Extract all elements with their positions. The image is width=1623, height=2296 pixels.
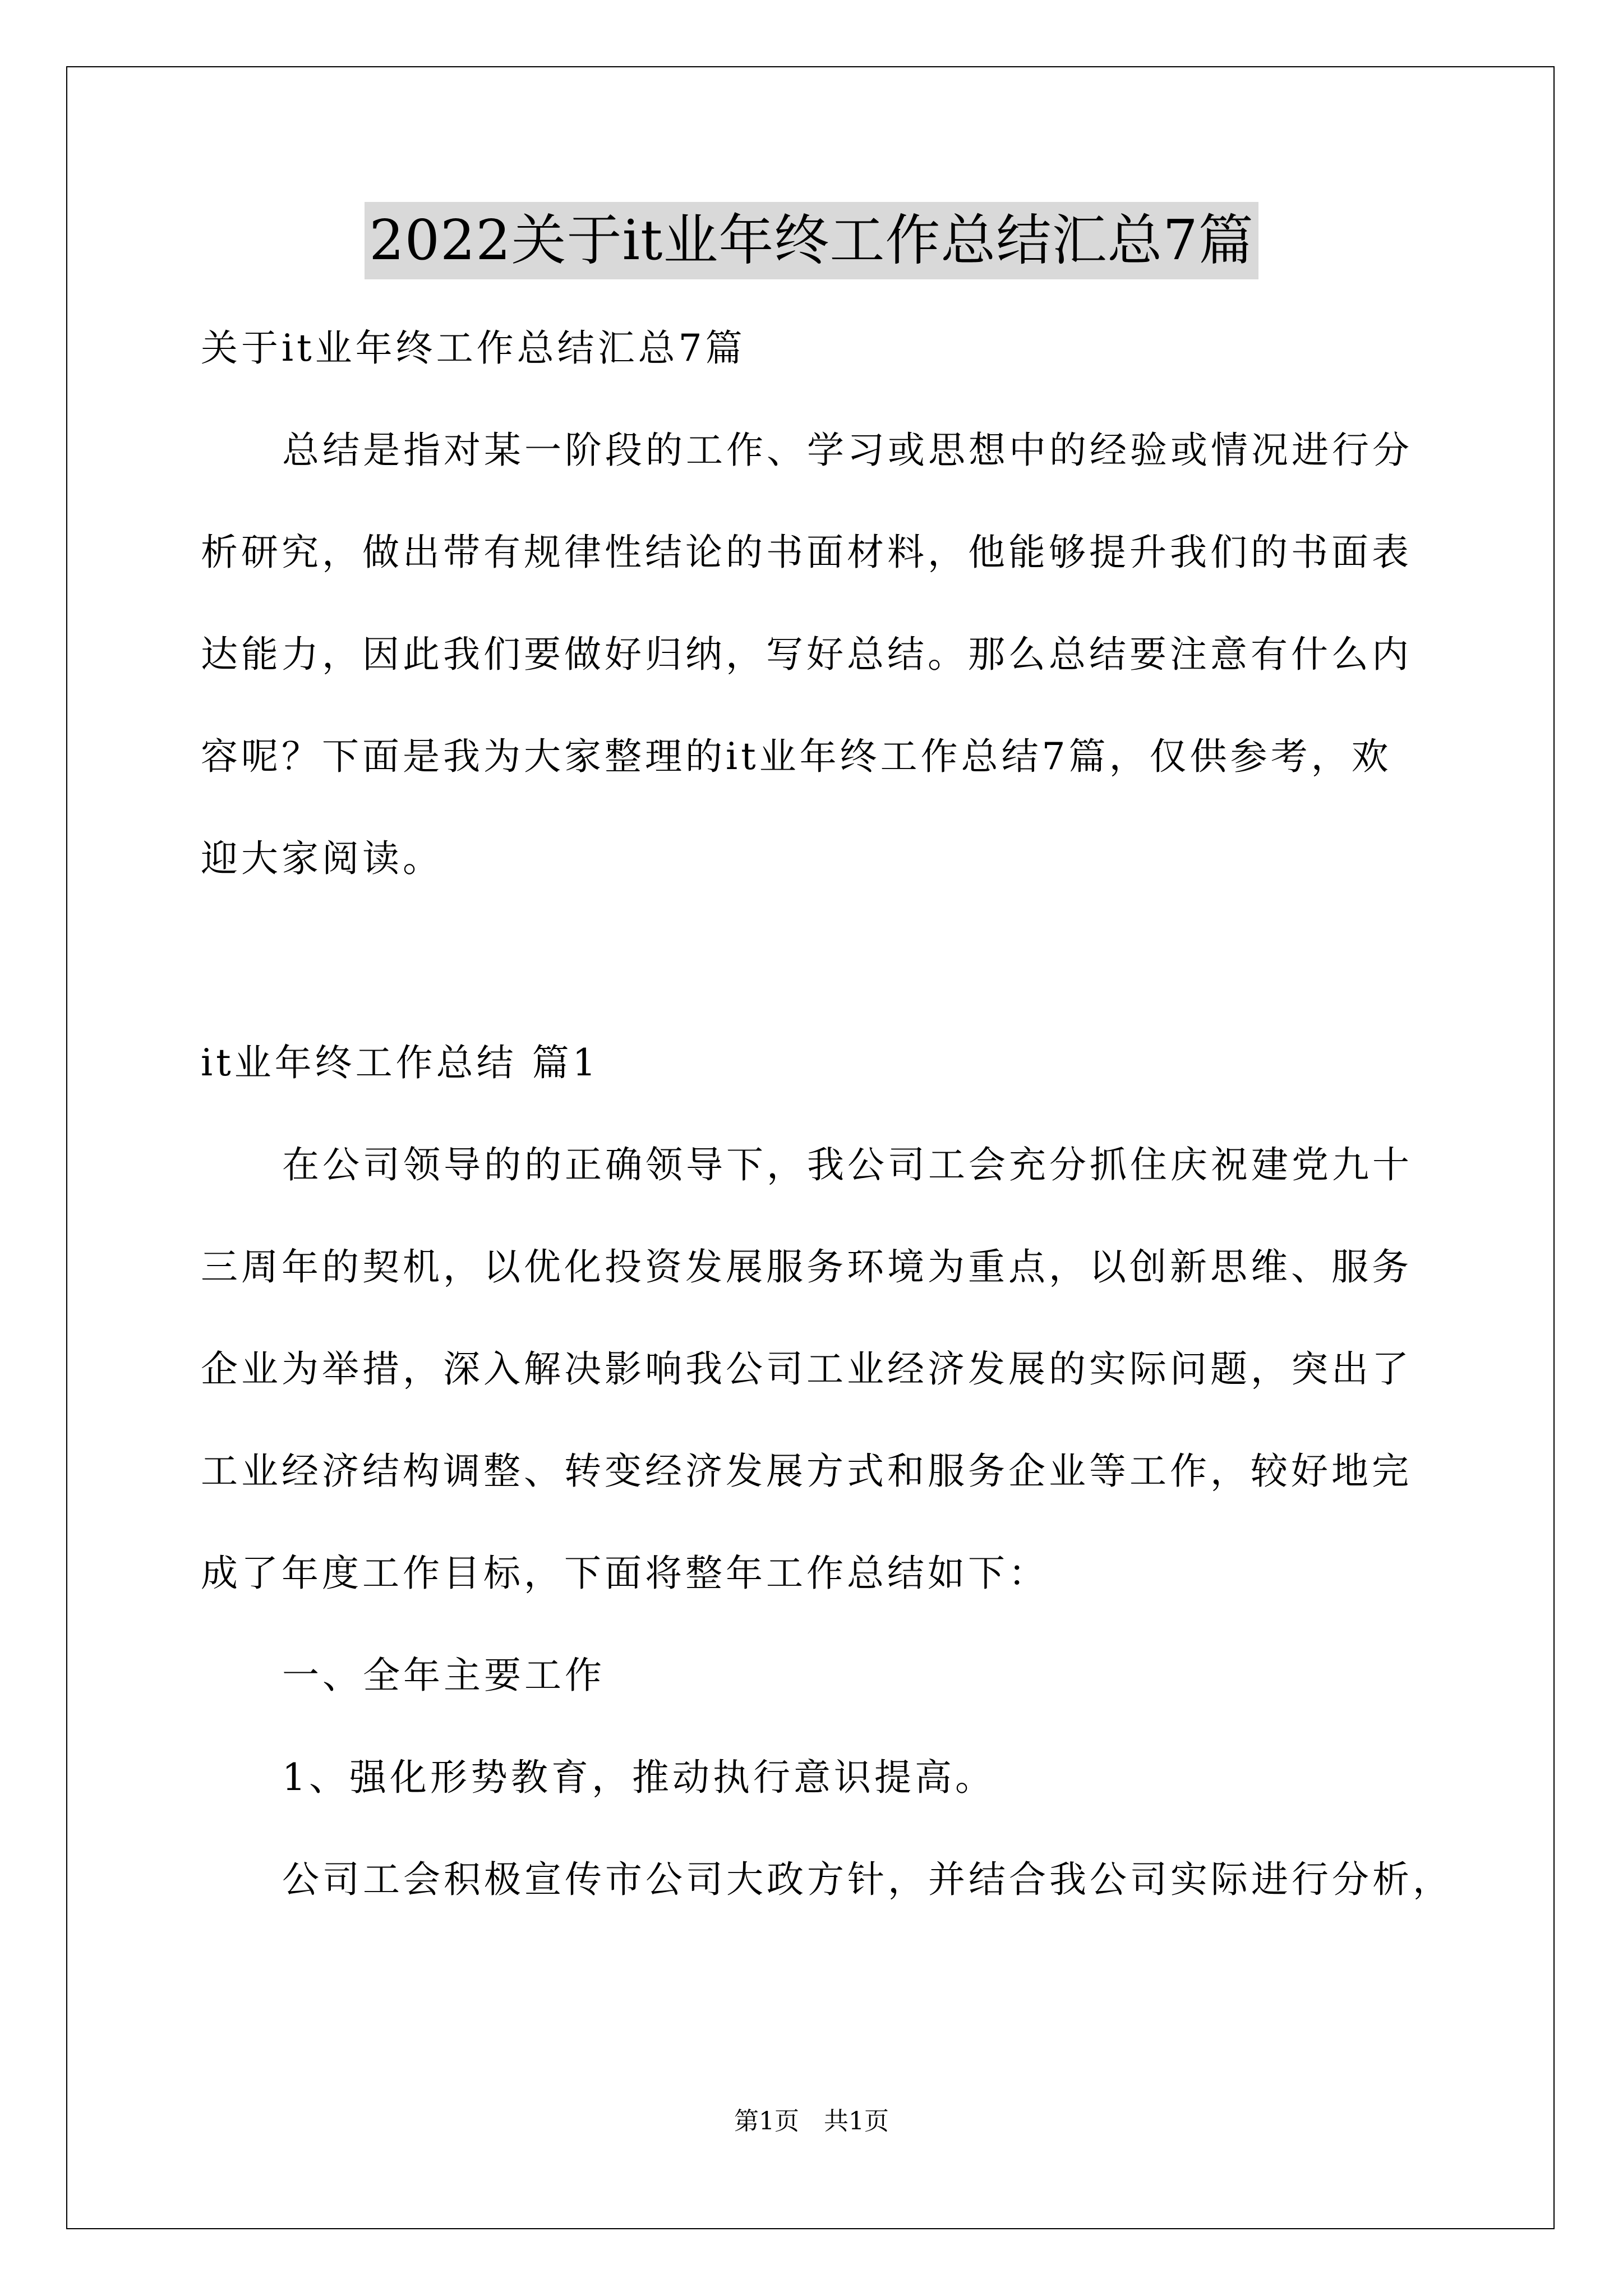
- document-subtitle: 关于it业年终工作总结汇总7篇: [201, 326, 746, 370]
- section-heading: it业年终工作总结 篇1: [201, 1041, 600, 1084]
- document-title: 2022关于it业年终工作总结汇总7篇: [365, 202, 1258, 279]
- intro-line: 总结是指对某一阶段的工作、学习或思想中的经验或情况进行分: [282, 429, 1413, 472]
- body-line: 企业为举措，深入解决影响我公司工业经济发展的实际问题，突出了: [201, 1347, 1412, 1391]
- intro-line: 析研究，做出带有规律性结论的书面材料，他能够提升我们的书面表: [201, 531, 1412, 574]
- blank-line: [201, 910, 1435, 1012]
- body-line: 在公司领导的的正确领导下，我公司工会充分抓住庆祝建党九十: [282, 1143, 1413, 1186]
- body-line: 成了年度工作目标，下面将整年工作总结如下：: [201, 1552, 1049, 1595]
- title-container: [0, 202, 1623, 279]
- intro-line: 迎大家阅读。: [201, 837, 443, 880]
- intro-line: 容呢？下面是我为大家整理的it业年终工作总结7篇，仅供参考，欢: [201, 735, 1392, 778]
- page-footer: 第1页 共1页: [734, 2107, 889, 2136]
- document-body: [201, 297, 1453, 1931]
- body-line: 工业经济结构调整、转变经济发展方式和服务企业等工作，较好地完: [201, 1450, 1412, 1493]
- list-item: 1、强化形势教育，推动执行意识提高。: [282, 1756, 995, 1799]
- subheading: 一、全年主要工作: [282, 1654, 605, 1697]
- body-line: 公司工会积极宣传市公司大政方针，并结合我公司实际进行分析，: [282, 1858, 1453, 1901]
- body-line: 三周年的契机，以优化投资发展服务环境为重点，以创新思维、服务: [201, 1245, 1412, 1289]
- intro-line: 达能力，因此我们要做好归纳，写好总结。那么总结要注意有什么内: [201, 633, 1412, 676]
